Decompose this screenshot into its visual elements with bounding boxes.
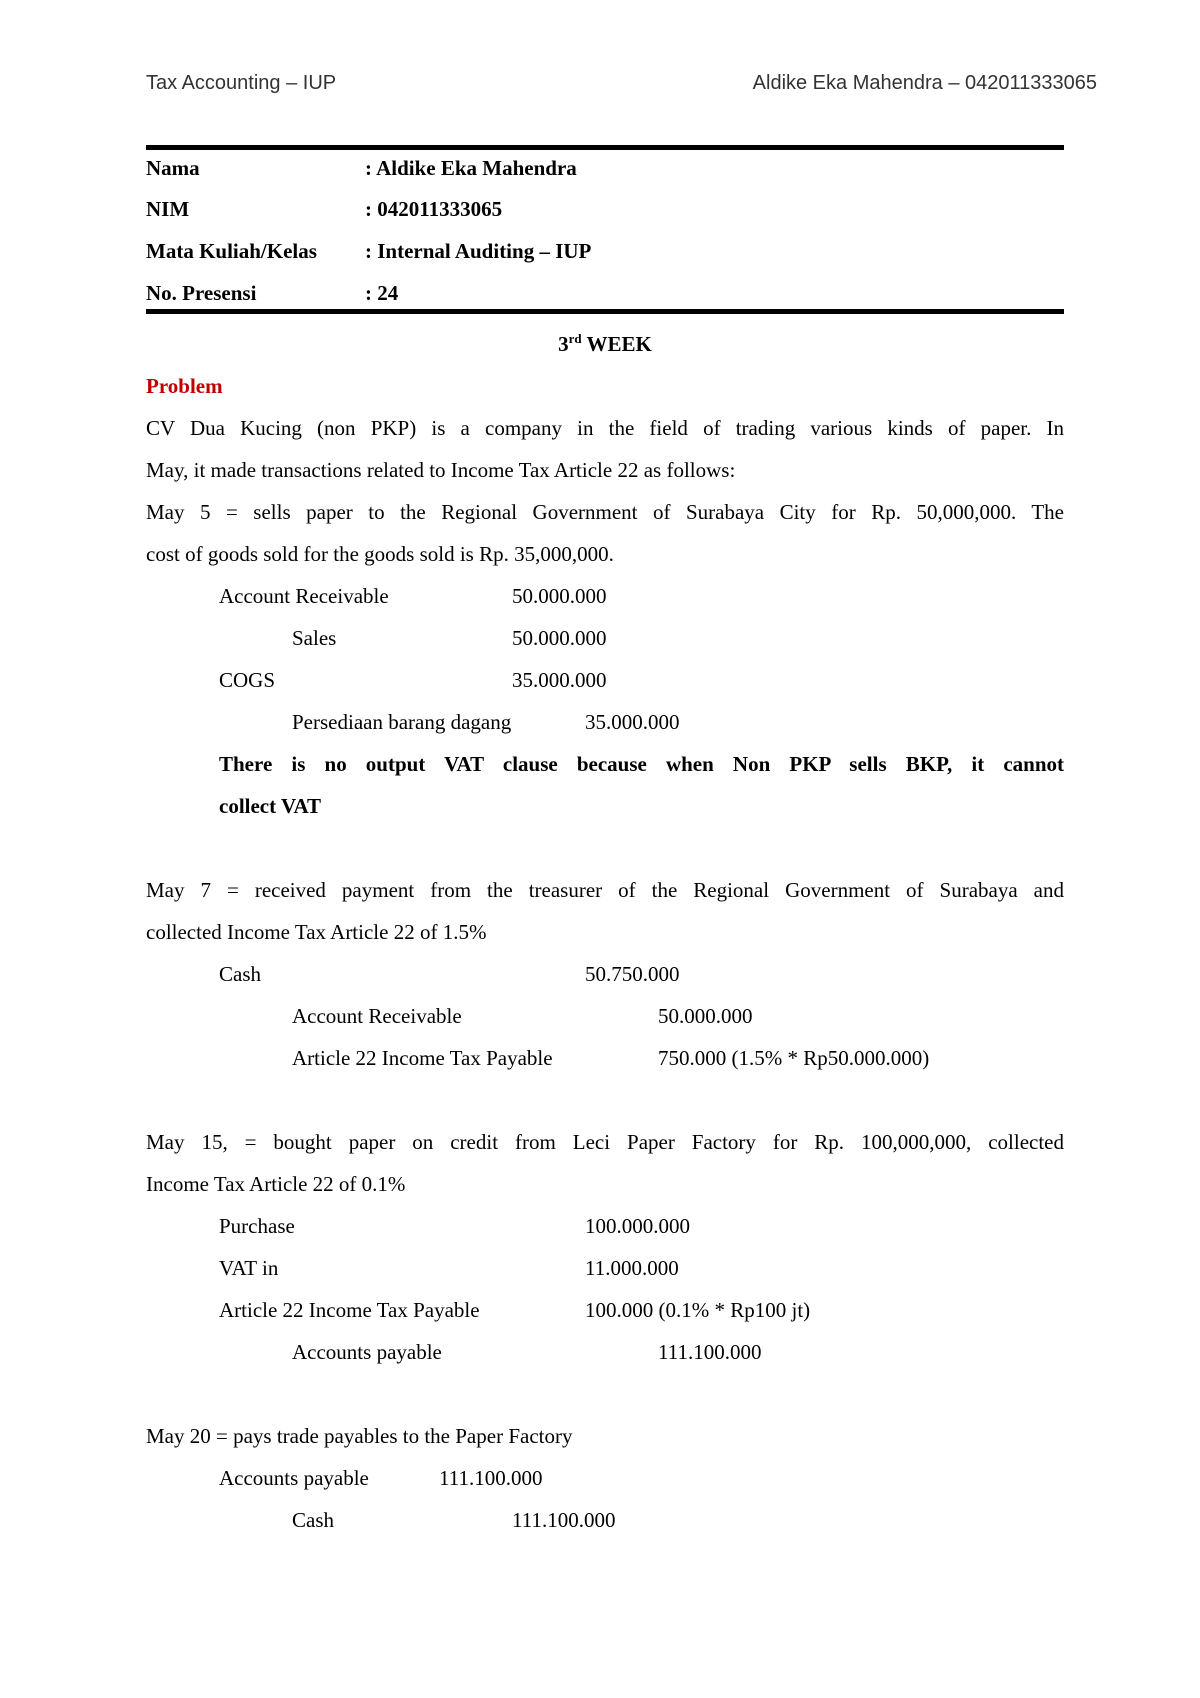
journal-account: Cash xyxy=(292,1508,334,1532)
may7-desc-line-2: collected Income Tax Article 22 of 1.5% xyxy=(146,920,487,944)
journal-amount: 50.000.000 xyxy=(512,626,607,650)
info-label: NIM xyxy=(146,197,190,221)
journal-amount: 100.000.000 xyxy=(585,1214,690,1238)
info-rule-top xyxy=(146,145,1064,150)
journal-amount: 11.000.000 xyxy=(585,1256,679,1280)
journal-account: Sales xyxy=(292,626,337,650)
journal-account: Account Receivable xyxy=(219,584,389,608)
info-value: : Aldike Eka Mahendra xyxy=(365,156,577,180)
journal-account: Persediaan barang dagang xyxy=(292,710,512,734)
journal-amount: 100.000 (0.1% * Rp100 jt) xyxy=(585,1298,811,1322)
journal-amount: 111.100.000 xyxy=(439,1466,543,1490)
journal-account: Account Receivable xyxy=(292,1004,462,1028)
running-header-left: Tax Accounting – IUP xyxy=(146,72,337,94)
may15-desc-line-1: May 15, = bought paper on credit from Leci Paper Factory for Rp. 100,000,000, collected xyxy=(146,1130,1064,1154)
journal-amount: 35.000.000 xyxy=(585,710,680,734)
info-label: Nama xyxy=(146,156,200,180)
info-label: Mata Kuliah/Kelas xyxy=(146,239,317,263)
journal-account: Accounts payable xyxy=(219,1466,369,1490)
intro-line-2: May, it made transactions related to Income Tax Article 22 as follows: xyxy=(146,458,736,482)
info-value: : 24 xyxy=(365,281,399,305)
may20-desc: May 20 = pays trade payables to the Paper Factory xyxy=(146,1424,573,1448)
may5-desc-line-1: May 5 = sells paper to the Regional Government of Surabaya City for Rp. 50,000,000. The xyxy=(146,500,1064,524)
journal-amount: 111.100.000 xyxy=(658,1340,762,1364)
journal-account: VAT in xyxy=(219,1256,279,1280)
journal-amount: 50.750.000 xyxy=(585,962,680,986)
may7-desc-line-1: May 7 = received payment from the treasurer of the Regional Government of Surabaya and xyxy=(146,878,1064,902)
journal-amount: 111.100.000 xyxy=(512,1508,616,1532)
info-label: No. Presensi xyxy=(146,281,257,305)
journal-amount: 50.000.000 xyxy=(512,584,607,608)
journal-account: Article 22 Income Tax Payable xyxy=(219,1298,480,1322)
problem-heading: Problem xyxy=(146,374,223,398)
journal-amount: 50.000.000 xyxy=(658,1004,753,1028)
intro-line-1: CV Dua Kucing (non PKP) is a company in the field of trading various kinds of paper. In xyxy=(146,416,1064,440)
info-rule-bottom xyxy=(146,309,1064,314)
week-number: 3 xyxy=(558,332,569,356)
journal-amount: 750.000 (1.5% * Rp50.000.000) xyxy=(658,1046,930,1070)
journal-account: Article 22 Income Tax Payable xyxy=(292,1046,553,1070)
journal-account: Purchase xyxy=(219,1214,295,1238)
may15-desc-line-2: Income Tax Article 22 of 0.1% xyxy=(146,1172,406,1196)
journal-account: Cash xyxy=(219,962,261,986)
week-suffix: rd xyxy=(568,331,582,346)
info-value: : Internal Auditing – IUP xyxy=(365,239,592,263)
may5-desc-line-2: cost of goods sold for the goods sold is Rp. 35,000,000. xyxy=(146,542,614,566)
may5-note-line-2: collect VAT xyxy=(219,794,322,818)
journal-account: Accounts payable xyxy=(292,1340,442,1364)
week-label: WEEK xyxy=(586,332,652,356)
info-value: : 042011333065 xyxy=(365,197,503,221)
journal-amount: 35.000.000 xyxy=(512,668,607,692)
week-title xyxy=(0,332,1200,357)
journal-account: COGS xyxy=(219,668,276,692)
running-header-right: Aldike Eka Mahendra – 042011333065 xyxy=(752,72,1097,94)
may5-note-line-1: There is no output VAT clause because when Non PKP sells BKP, it cannot xyxy=(219,752,1064,776)
